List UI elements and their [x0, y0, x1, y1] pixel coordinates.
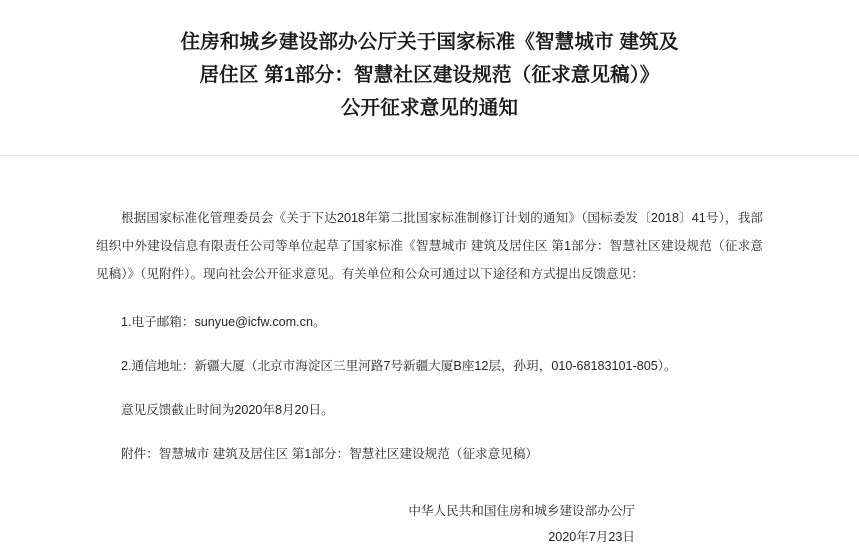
page-title-line-2: 居住区 第1部分：智慧社区建设规范（征求意见稿）》	[199, 64, 660, 86]
paragraph-address: 2.通信地址：新疆大厦（北京市海淀区三里河路7号新疆大厦B座12层，孙玥，010-68183101-805）。	[121, 359, 677, 373]
signature-organization: 中华人民共和国住房和城乡建设部办公厅	[408, 504, 635, 518]
paragraph-intro: 根据国家标准化管理委员会《关于下达2018年第二批国家标准制修订计划的通知》（国标委发〔2018〕41号），我部组织中外建设信息有限责任公司等单位起草了国家标准《智慧城市 建筑及居住区 第1部分：智慧社区建设规范（征求意见稿）》（见附件）。现向社会公开征求意见。有关单位和公众可通过以下途径和方式提出反馈意见：	[96, 211, 763, 281]
document-title	[0, 0, 859, 125]
signature-block	[96, 498, 763, 550]
paragraph-deadline: 意见反馈截止时间为2020年8月20日。	[121, 403, 334, 417]
paragraph-attachment: 附件：智慧城市 建筑及居住区 第1部分：智慧社区建设规范（征求意见稿）	[121, 447, 539, 461]
page-title-line-3: 公开征求意见的通知	[340, 97, 519, 119]
signature-date: 2020年7月23日	[548, 530, 635, 544]
document-body	[0, 156, 859, 550]
page-title-line-1: 住房和城乡建设部办公厅关于国家标准《智慧城市 建筑及	[180, 31, 679, 53]
paragraph-email: 1.电子邮箱：sunyue@icfw.com.cn。	[121, 315, 326, 329]
